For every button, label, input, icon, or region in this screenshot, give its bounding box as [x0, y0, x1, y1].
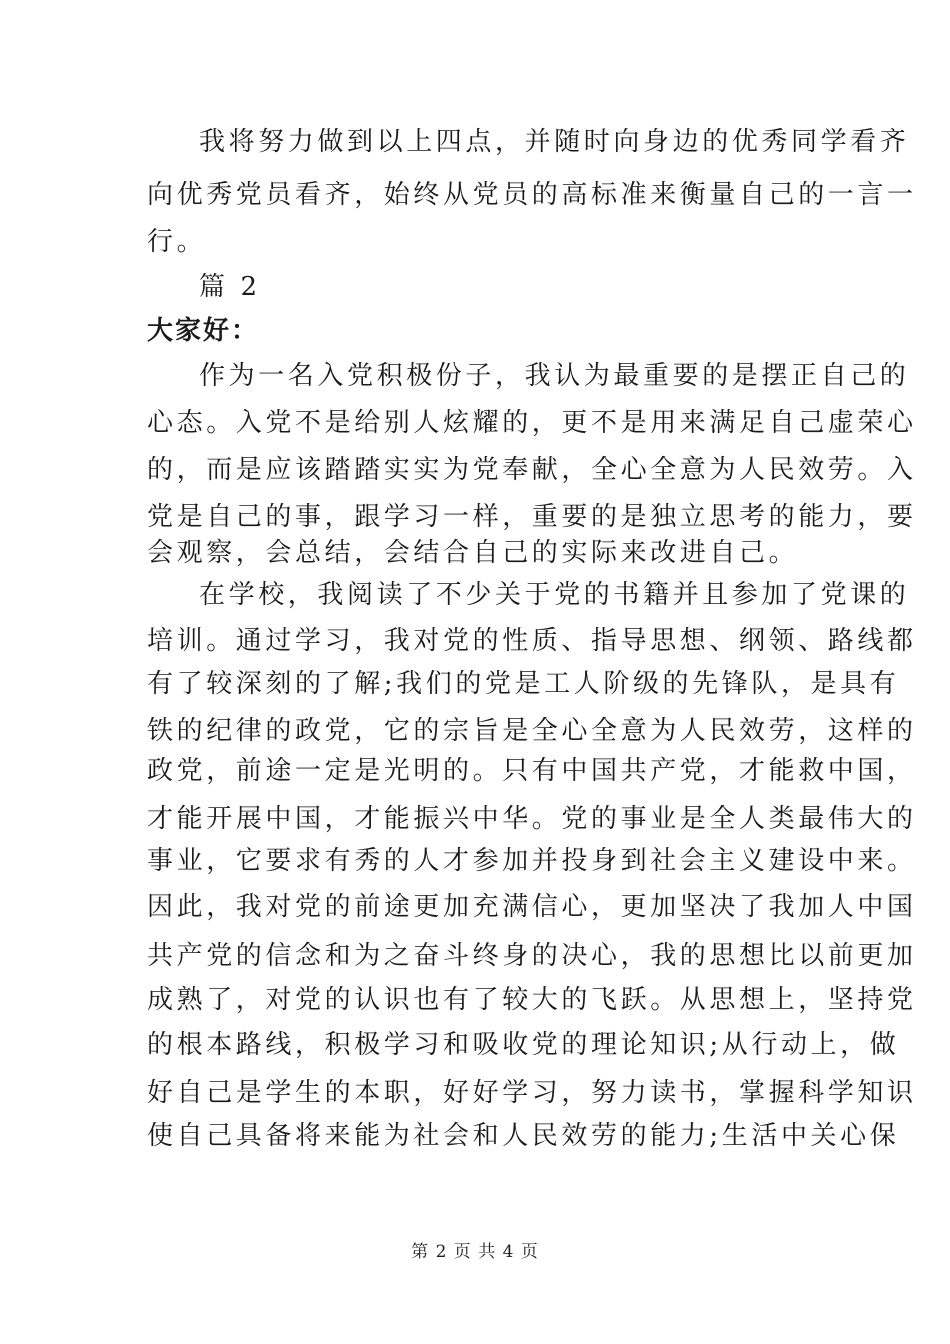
paragraph-2-line-4: 党是自己的事，跟学习一样，重要的是独立思考的能力，要	[147, 502, 917, 532]
paragraph-1-line-2: 向优秀党员看齐，始终从党员的高标准来衡量自己的一言一	[147, 180, 917, 210]
paragraph-3-line-3: 有了较深刻的了解;我们的党是工人阶级的先锋队，是具有	[147, 669, 900, 699]
paragraph-3-line-8: 因此，我对党的前途更加充满信心，更加坚决了我加人中国	[147, 892, 917, 922]
paragraph-3-line-13: 使自己具备将来能为社会和人民效劳的能力;生活中关心保	[147, 1121, 900, 1151]
greeting-heading: 大家好：	[147, 316, 260, 346]
paragraph-2-line-2: 心态。入党不是给别人炫耀的，更不是用来满足自己虚荣心	[147, 408, 917, 438]
paragraph-3-line-6: 才能开展中国，才能振兴中华。党的事业是全人类最伟大的	[147, 804, 917, 834]
paragraph-2-line-1: 作为一名入党积极份子，我认为最重要的是摆正自己的	[199, 361, 910, 391]
paragraph-3-line-12: 好自己是学生的本职，好好学习，努力读书，掌握科学知识	[147, 1078, 917, 1108]
paragraph-3-line-10: 成熟了，对党的认识也有了较大的飞跃。从思想上，坚持党	[147, 985, 917, 1015]
paragraph-3-line-9: 共产党的信念和为之奋斗终身的决心，我的思想比以前更加	[147, 941, 917, 971]
paragraph-1-line-1: 我将努力做到以上四点，并随时向身边的优秀同学看齐	[199, 127, 910, 157]
section-label: 篇 2	[199, 272, 261, 302]
paragraph-3-line-11: 的根本路线，积极学习和吸收党的理论知识;从行动上，做	[147, 1030, 900, 1060]
paragraph-3-line-1: 在学校，我阅读了不少关于党的书籍并且参加了党课的	[199, 580, 910, 610]
paragraph-3-line-2: 培训。通过学习，我对党的性质、指导思想、纲领、路线都	[147, 626, 917, 656]
paragraph-1-line-3: 行。	[147, 227, 207, 257]
page-footer: 第 2 页 共 4 页	[411, 1242, 539, 1262]
paragraph-3-line-5: 政党，前途一定是光明的。只有中国共产党，才能救中国，	[147, 756, 917, 786]
paragraph-3-line-7: 事业，它要求有秀的人才参加并投身到社会主义建设中来。	[147, 846, 917, 876]
paragraph-2-line-3: 的，而是应该踏踏实实为党奉献，全心全意为人民效劳。入	[147, 455, 917, 485]
paragraph-3-line-4: 铁的纪律的政党，它的宗旨是全心全意为人民效劳，这样的	[147, 716, 917, 746]
paragraph-2-line-5: 会观察，会总结，会结合自己的实际来改进自己。	[147, 538, 799, 568]
